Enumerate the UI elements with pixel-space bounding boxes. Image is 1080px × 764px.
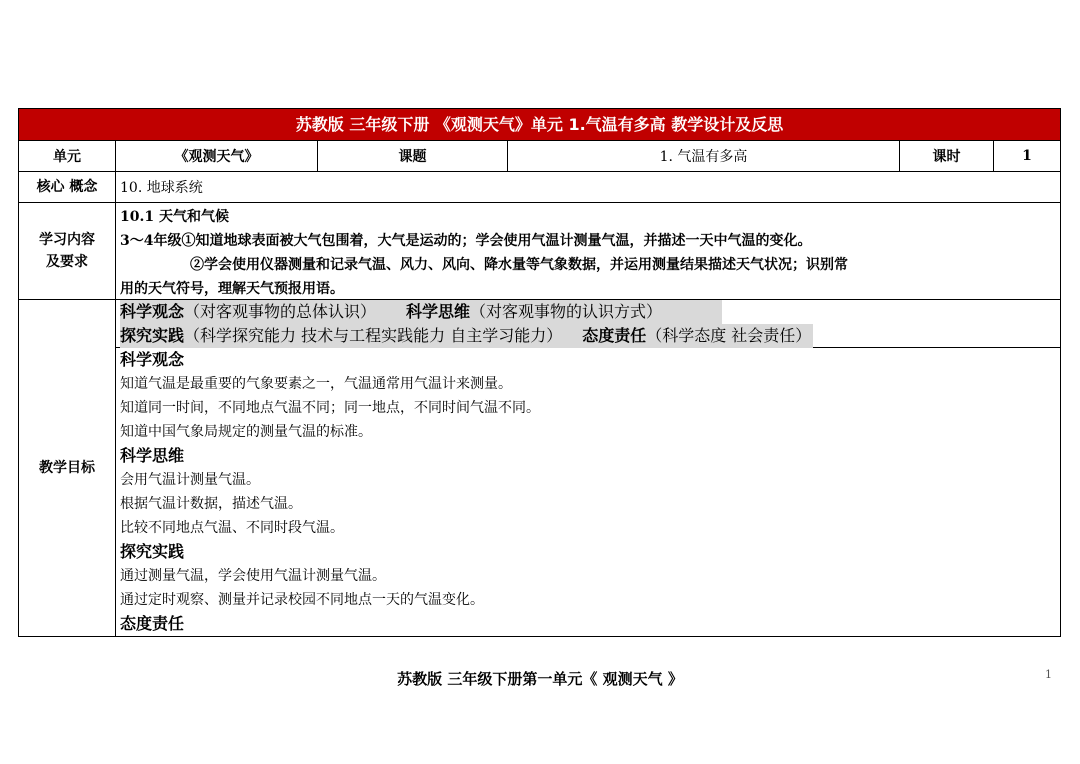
section-item: 会用气温计测量气温。 [120,472,260,488]
learning-line-2: 3～4年级①知道地球表面被大气包围着，大气是运动的；学会使用气温计测量气温，并描述一天中气温的变化。 [120,233,812,249]
page-number: 1 [1045,668,1052,681]
unit-label: 单元 [19,141,116,171]
dim-a-name: 科学观念 [120,302,185,321]
learning-label-line2: 及要求 [46,254,88,270]
section-heading: 态度责任 [120,614,185,633]
core-concept-row [19,172,1060,203]
topic-value: 1. 气温有多高 [508,141,900,171]
dim-b-name: 科学思维 [406,302,471,321]
learning-line-4: 用的天气符号，理解天气预报用语。 [120,281,344,297]
dim-c-desc: （科学探究能力 技术与工程实践能力 自主学习能力） [184,326,563,345]
period-label: 课时 [900,141,994,171]
section-item: 知道中国气象局规定的测量气温的标准。 [120,424,372,440]
objectives-row [19,300,1060,636]
lesson-plan-table [18,108,1061,637]
section-heading: 科学观念 [120,350,185,369]
section-item: 通过测量气温，学会使用气温计测量气温。 [120,568,386,584]
period-value: 1 [1022,148,1032,164]
section-heading: 探究实践 [120,542,185,561]
dim-b-desc: （对客观事物的认识方式） [470,302,663,321]
learning-content [116,203,1060,299]
objective-details [116,348,1060,636]
dim-c-name: 探究实践 [120,326,185,345]
dim-d-name: 态度责任 [582,326,647,345]
section-heading: 科学思维 [120,446,185,465]
dimensions-line-2 [120,324,1056,348]
section-item: 比较不同地点气温、不同时段气温。 [120,520,344,536]
section-item: 知道同一时间，不同地点气温不同；同一地点，不同时间气温不同。 [120,400,540,416]
learning-label-line1: 学习内容 [39,232,95,248]
objective-dimensions [116,300,1060,348]
section-item: 根据气温计数据，描述气温。 [120,496,302,512]
core-concept-value: 10. 地球系统 [120,180,203,196]
section-item: 知道气温是最重要的气象要素之一，气温通常用气温计来测量。 [120,376,512,392]
learning-label [19,203,116,299]
dimensions-line-1 [120,300,1056,324]
learning-row [19,203,1060,300]
section-item: 通过定时观察、测量并记录校园不同地点一天的气温变化。 [120,592,484,608]
objectives-content [116,300,1060,636]
unit-value: 《观测天气》 [116,141,318,171]
page-footer: 苏教版 三年级下册第一单元《 观测天气 》 [397,670,683,688]
dim-d-desc: （科学态度 社会责任） [646,326,812,345]
core-concept-label: 核心 概念 [19,172,116,202]
topic-label: 课题 [318,141,508,171]
info-row [19,141,1060,172]
learning-line-1: 10.1 天气和气候 [120,209,229,225]
objectives-label: 教学目标 [19,300,116,636]
table-title: 苏教版 三年级下册 《观测天气》单元 1.气温有多高 教学设计及反思 [19,109,1060,141]
dim-a-desc: （对客观事物的总体认识） [184,302,377,321]
learning-line-3: ②学会使用仪器测量和记录气温、风力、风向、降水量等气象数据，并运用测量结果描述天气状况；识别常 [190,257,848,273]
